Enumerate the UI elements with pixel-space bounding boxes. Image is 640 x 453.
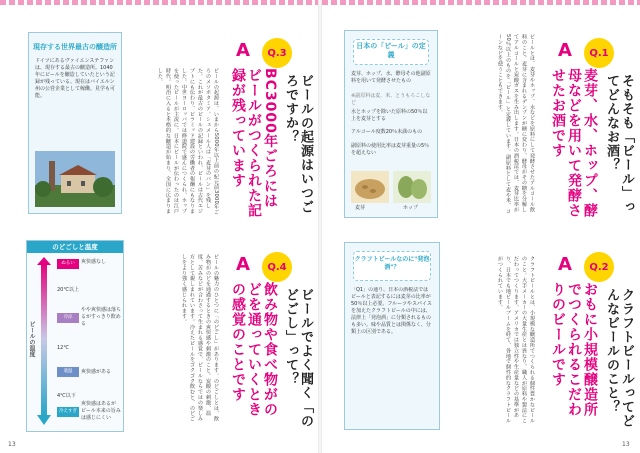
oldest-brewery-text: ドイツにあるヴァイエンステファンは、現存する最古の醸造所。1040年にビールを醸造していたという記録が残っている。現在はバイエルン州の公営企業として稼働。見学も可能。 <box>35 58 115 99</box>
level-cool-label: 冷涼 <box>57 313 79 323</box>
q2-badge: Q.2 <box>584 252 614 282</box>
q2-body: クラフトビールとは、小規模な醸造所でつくられる個性豊かなビールのこと。大手メーカーの大量生産とは異なり、職人が原料や製法にこだわってつくります。アメリカでは独立性や生産量などの基準があり、日本でも地ビールブームを経て、各地で個性的なクラフトビールがつくられています。 <box>497 256 535 424</box>
q3-a-letter: A <box>236 40 250 61</box>
q4-badge: Q.4 <box>262 252 292 282</box>
definition-item-3: アルコール度数20％未満のもの <box>351 129 423 135</box>
level-hot-label: ぬるい <box>57 259 79 269</box>
q2-answer: おもに小規模醸造所でつくられるこだわりのビールです <box>550 282 598 417</box>
definition-item-note: ※副原料は麦、米、とうもろこしなど <box>351 93 431 106</box>
level-ideal-note: 爽快感がある <box>81 369 112 375</box>
malt-label: 麦芽 <box>355 205 366 211</box>
brewery-photo <box>35 151 115 207</box>
q4-body: ビールの魅力のひとつに「のどごし」があります。のどごしとは、飲み物がのどを通過するときの爽快感や刺激のこと。炭酸の刺激、温度、苦みなどが合わさって生まれる感覚で、ビールならではの楽しみ方として親しまれています。冷えたビールをゴクゴク飲むと、のどごしをより強く感じられます。 <box>181 254 219 422</box>
q4-answer: 飲み物や食べ物がのどを通っていくときの感覚のことです <box>230 282 278 417</box>
q2-question: クラフトビールってどんなビールのこと？ <box>604 288 634 428</box>
level-ideal-label: 適温 <box>57 367 79 377</box>
left-page-number: 13 <box>8 441 16 448</box>
top-decor-strip-left <box>0 0 318 5</box>
q1-a-letter: A <box>558 40 572 61</box>
craft-title-frame <box>353 251 431 281</box>
definition-item-2: 水とホップを除いた原料の50％以上を麦芽とする <box>351 109 428 122</box>
q4-question: ビールでよく聞く「のどごし」って？ <box>283 288 313 428</box>
marker-4c: 4℃以下 <box>57 393 76 399</box>
level-cold-label: 冷えすぎ <box>57 407 79 417</box>
oldest-brewery-box <box>28 32 122 214</box>
marker-20c: 20℃以上 <box>57 287 79 293</box>
q1-badge: Q.1 <box>584 38 614 68</box>
hop-photo <box>393 171 431 203</box>
top-decor-strip-right <box>322 0 640 5</box>
temperature-gradient-bar <box>37 257 51 427</box>
definition-item-4: 副原料の使用比率は麦芽重量の5％を超えない <box>351 143 430 156</box>
right-page-number: 13 <box>622 441 630 448</box>
malt-photo <box>351 171 389 203</box>
temperature-chart-title: のどごしと温度 <box>27 241 123 253</box>
q3-question: ビールの起源はいつごろですか？ <box>283 74 313 214</box>
level-cold-note: 爽快感はあるがビール本来の旨みは感じにくい <box>81 401 121 421</box>
q3-badge: Q.3 <box>262 38 292 68</box>
q3-answer: BC3000年ごろにはビールがつくられた記録が残っています <box>230 68 278 218</box>
q1-question: そもそも「ビール」ってどんなお酒？ <box>604 74 634 214</box>
definition-title: 日本の「ビール」の定義 <box>356 42 426 59</box>
definition-item-1: 麦芽、ホップ、水、酵母その他副原料を用いて発酵させたもの <box>351 71 431 84</box>
hop-label: ホップ <box>403 205 419 211</box>
definition-title-frame <box>353 39 429 65</box>
beer-definition-box <box>344 30 438 218</box>
page-gutter <box>318 0 322 453</box>
q3-body: ビールの起源は、いまから5000年以上前の紀元前3000年ごろのメソポタミア。シュメール人は「麦芽のパン」を残した。これが最古のビールの記録といわれ、ビールは古代エジプトにも伝わり、ピラミッド建設の労働者の報酬にもなりました。中世ヨーロッパでは修道院で盛んにつくられ、ホップを使ったビールが主流に。日本にビールが伝わったのは江戸時代。明治に入ると本格的な醸造が始まり、全国に広まりました。 <box>157 68 219 215</box>
craft-title: クラフトビールなのに"発泡酒"？ <box>354 256 430 271</box>
q1-body: ビールとは、麦芽やホップ、水などを原料にして発酵させたアルコール飲料のこと。麦芽に含まれるデンプンが糖に変わり、酵母がその糖を分解してアルコールと炭酸ガスを生み出します。日本の酒税法では、麦芽比率が50％以上のものを「ビール」と定義しています。副原料として麦や米、コーンなどを使うこともできます。 <box>497 34 535 214</box>
temperature-chart <box>26 240 124 432</box>
q2-a-letter: A <box>558 254 572 275</box>
level-cool-note: やや爽快感は落ちるがすっきり飲める <box>81 307 122 327</box>
level-hot-note: 爽快感なし <box>81 259 107 265</box>
q1-answer: 麦芽、水、ホップ、酵母などを用いて発酵させたお酒です <box>550 68 598 218</box>
oldest-brewery-title: 現存する世界最古の醸造所 <box>33 43 117 51</box>
craft-beer-box <box>344 242 440 430</box>
craft-text: 「Q1」の通り、日本の酒税法ではビールと表記するには麦芽の比率が50％以上必要。フルーツやスパイスを加えたクラフトビールの中には、法律上「発泡酒」に分類されるものも多い。味や品質とは関係なく、分類上の区別である。 <box>351 287 432 335</box>
marker-12c: 12℃ <box>57 345 69 351</box>
q4-a-letter: A <box>236 254 250 275</box>
temperature-axis-label: ビールの温度 <box>28 321 35 357</box>
